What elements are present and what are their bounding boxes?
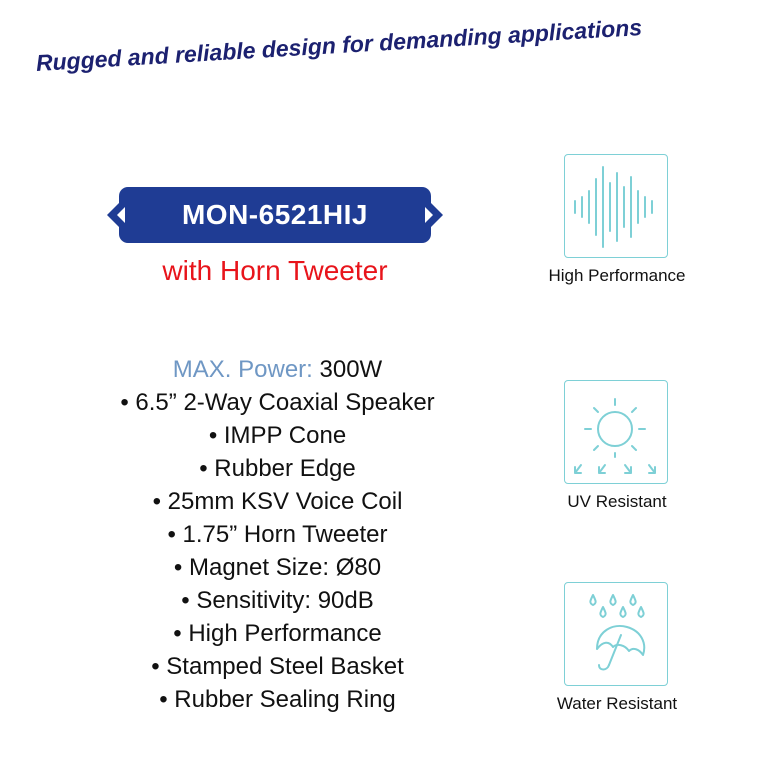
feature-label: UV Resistant [567,492,667,511]
spec-item: • Rubber Sealing Ring [159,686,396,713]
spec-item: • Stamped Steel Basket [151,653,404,680]
power-value: 300W [312,356,383,383]
subtitle: with Horn Tweeter [162,255,388,286]
umbrella-rain-icon [564,582,668,686]
spec-item: • 1.75” Horn Tweeter [167,521,388,548]
spec-item: • Sensitivity: 90dB [181,587,374,614]
power-label: MAX. Power: [172,356,313,383]
feature-label: High Performance [548,266,686,285]
spec-item: • IMPP Cone [208,422,347,449]
spec-power [40,353,515,386]
spec-item: • Magnet Size: Ø80 [173,554,382,581]
spec-list [40,353,515,716]
model-name: MON-6521HIJ [181,199,368,230]
spec-item: • 25mm KSV Voice Coil [152,488,403,515]
spec-item: • High Performance [173,620,382,647]
tagline: Rugged and reliable design for demanding applications [35,14,643,76]
spec-item: • Rubber Edge [199,455,356,482]
sun-icon [564,380,668,484]
sound-wave-icon [564,154,668,258]
spec-item: • 6.5” 2-Way Coaxial Speaker [120,389,435,416]
feature-label: Water Resistant [556,694,678,713]
model-banner [105,186,445,244]
